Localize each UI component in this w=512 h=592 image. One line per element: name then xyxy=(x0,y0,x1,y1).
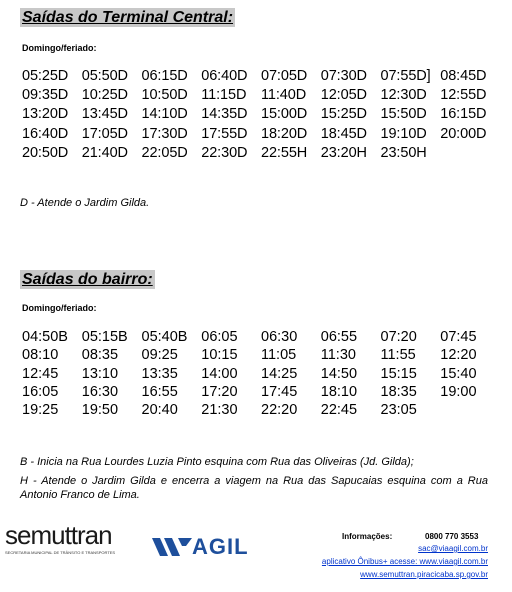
website-link[interactable]: www.semuttran.piracicaba.sp.gov.br xyxy=(360,570,488,579)
departure-time: 23:20H xyxy=(320,144,367,161)
departure-time: 07:55D] xyxy=(380,68,431,84)
terminal-schedule xyxy=(22,67,500,163)
email-link[interactable]: sac@viaagil.com.br xyxy=(418,544,488,553)
departure-time: 22:05D xyxy=(141,144,188,161)
departure-time: 17:30D xyxy=(141,125,188,142)
departure-time: 10:25D xyxy=(81,87,128,104)
departure-time: 18:45D xyxy=(320,125,367,142)
departure-time: 19:50 xyxy=(81,402,119,419)
departure-time: 07:45 xyxy=(440,329,477,345)
departure-time: 23:05 xyxy=(380,402,417,419)
departure-time: 13:20D xyxy=(22,106,69,123)
departure-time: 17:55D xyxy=(201,125,248,142)
departure-time: 14:25 xyxy=(261,365,298,382)
departure-time: 15:15 xyxy=(380,365,417,382)
departure-time: 16:30 xyxy=(81,383,119,400)
departure-time: 05:50D xyxy=(81,68,128,84)
departure-time: 22:55H xyxy=(261,144,308,161)
departure-time: 16:05 xyxy=(22,383,59,400)
viagil-logo-text: AGIL xyxy=(192,534,249,559)
viagil-logo xyxy=(152,534,284,562)
departure-time: 18:10 xyxy=(320,383,358,400)
departure-time: 18:20D xyxy=(261,125,308,142)
departure-time: 17:20 xyxy=(201,383,238,400)
departure-time: 15:25D xyxy=(320,106,367,123)
departure-time: 07:20 xyxy=(380,329,417,345)
departure-time: 06:30 xyxy=(261,329,298,345)
departure-time: 11:15D xyxy=(201,87,247,104)
departure-time: 22:45 xyxy=(320,402,358,419)
departure-time: 08:35 xyxy=(81,347,119,364)
departure-time: 21:40D xyxy=(81,144,128,161)
departure-time: 22:30D xyxy=(201,144,248,161)
departure-time: 09:35D xyxy=(22,87,69,104)
departure-time: 14:10D xyxy=(141,106,188,123)
departure-time: 15:40 xyxy=(440,365,477,382)
departure-time: 11:30 xyxy=(320,347,356,364)
info-label: Informações: xyxy=(342,532,393,541)
departure-time: 12:05D xyxy=(320,87,367,104)
departure-time: 11:05 xyxy=(261,347,297,364)
departure-time: 11:40D xyxy=(261,87,307,104)
departure-time: 06:40D xyxy=(201,68,248,84)
departure-time: 10:15 xyxy=(201,347,238,364)
departure-time: 12:55D xyxy=(440,87,487,104)
departure-time: 17:45 xyxy=(261,383,298,400)
semuttran-logo xyxy=(5,520,133,558)
departure-time: 12:20 xyxy=(440,347,477,364)
departure-time: 12:30D xyxy=(380,87,427,104)
departure-time: 16:15D xyxy=(440,106,487,123)
departure-time: 11:55 xyxy=(380,347,416,364)
departure-time: 12:45 xyxy=(22,365,59,382)
departure-time: 05:40B xyxy=(141,329,188,345)
departure-time: 05:15B xyxy=(81,329,128,345)
viagil-chevron-icon xyxy=(152,534,192,560)
terminal-note: D - Atende o Jardim Gilda. xyxy=(20,197,150,209)
departure-time: 13:45D xyxy=(81,106,128,123)
departure-time: 15:00D xyxy=(261,106,308,123)
departure-time: 16:55 xyxy=(141,383,178,400)
bairro-day-label: Domingo/feriado: xyxy=(22,303,97,313)
departure-time: 05:25D xyxy=(22,68,69,84)
departure-time: 08:10 xyxy=(22,347,59,364)
departure-time: 07:05D xyxy=(261,68,308,84)
departure-time: 13:10 xyxy=(81,365,119,382)
semuttran-logo-subtitle: SECRETARIA MUNICIPAL DE TRÂNSITO E TRANSPORTES xyxy=(5,550,116,555)
departure-time: 19:10D xyxy=(380,125,427,142)
departure-time: 19:25 xyxy=(22,402,59,419)
bairro-note-b: B - Inicia na Rua Lourdes Luzia Pinto esquina com Rua das Oliveiras (Jd. Gilda); xyxy=(20,456,414,468)
departure-time: 20:40 xyxy=(141,402,178,419)
departure-time: 19:00 xyxy=(440,383,477,400)
departure-time: 08:45D xyxy=(440,68,487,84)
departure-time: 21:30 xyxy=(201,402,238,419)
departure-time: 20:50D xyxy=(22,144,69,161)
bairro-schedule xyxy=(22,328,500,419)
departure-time: 20:00D xyxy=(440,125,487,142)
departure-time: 23:50H xyxy=(380,144,427,161)
departure-time: 15:50D xyxy=(380,106,427,123)
departure-time: 17:05D xyxy=(81,125,128,142)
departure-time: 07:30D xyxy=(320,68,367,84)
departure-time: 06:05 xyxy=(201,329,238,345)
departure-time: 18:35 xyxy=(380,383,417,400)
info-phone: 0800 770 3553 xyxy=(425,532,479,541)
bairro-title: Saídas do bairro: xyxy=(22,271,153,288)
departure-time: 14:50 xyxy=(320,365,358,382)
departure-time: 22:20 xyxy=(261,402,298,419)
departure-time: 10:50D xyxy=(141,87,188,104)
app-link[interactable]: aplicativo Ônibus+ acesse: www.viaagil.com.br xyxy=(321,557,488,566)
departure-time: 09:25 xyxy=(141,347,178,364)
departure-time: 16:40D xyxy=(22,125,69,142)
departure-time: 06:55 xyxy=(320,329,358,345)
departure-time: 04:50B xyxy=(22,329,68,345)
departure-time: 06:15D xyxy=(141,68,188,84)
terminal-day-label: Domingo/feriado: xyxy=(22,43,97,53)
departure-time: 14:35D xyxy=(201,106,248,123)
departure-time: 14:00 xyxy=(201,365,238,382)
bairro-note-h: H - Atende o Jardim Gilda e encerra a viagem na Rua das Sapucaias esquina com a Rua Antonio Franco de Lima. xyxy=(20,475,488,501)
semuttran-logo-text: semuttran xyxy=(5,520,112,550)
departure-time: 13:35 xyxy=(141,365,178,382)
terminal-title: Saídas do Terminal Central: xyxy=(22,9,234,26)
